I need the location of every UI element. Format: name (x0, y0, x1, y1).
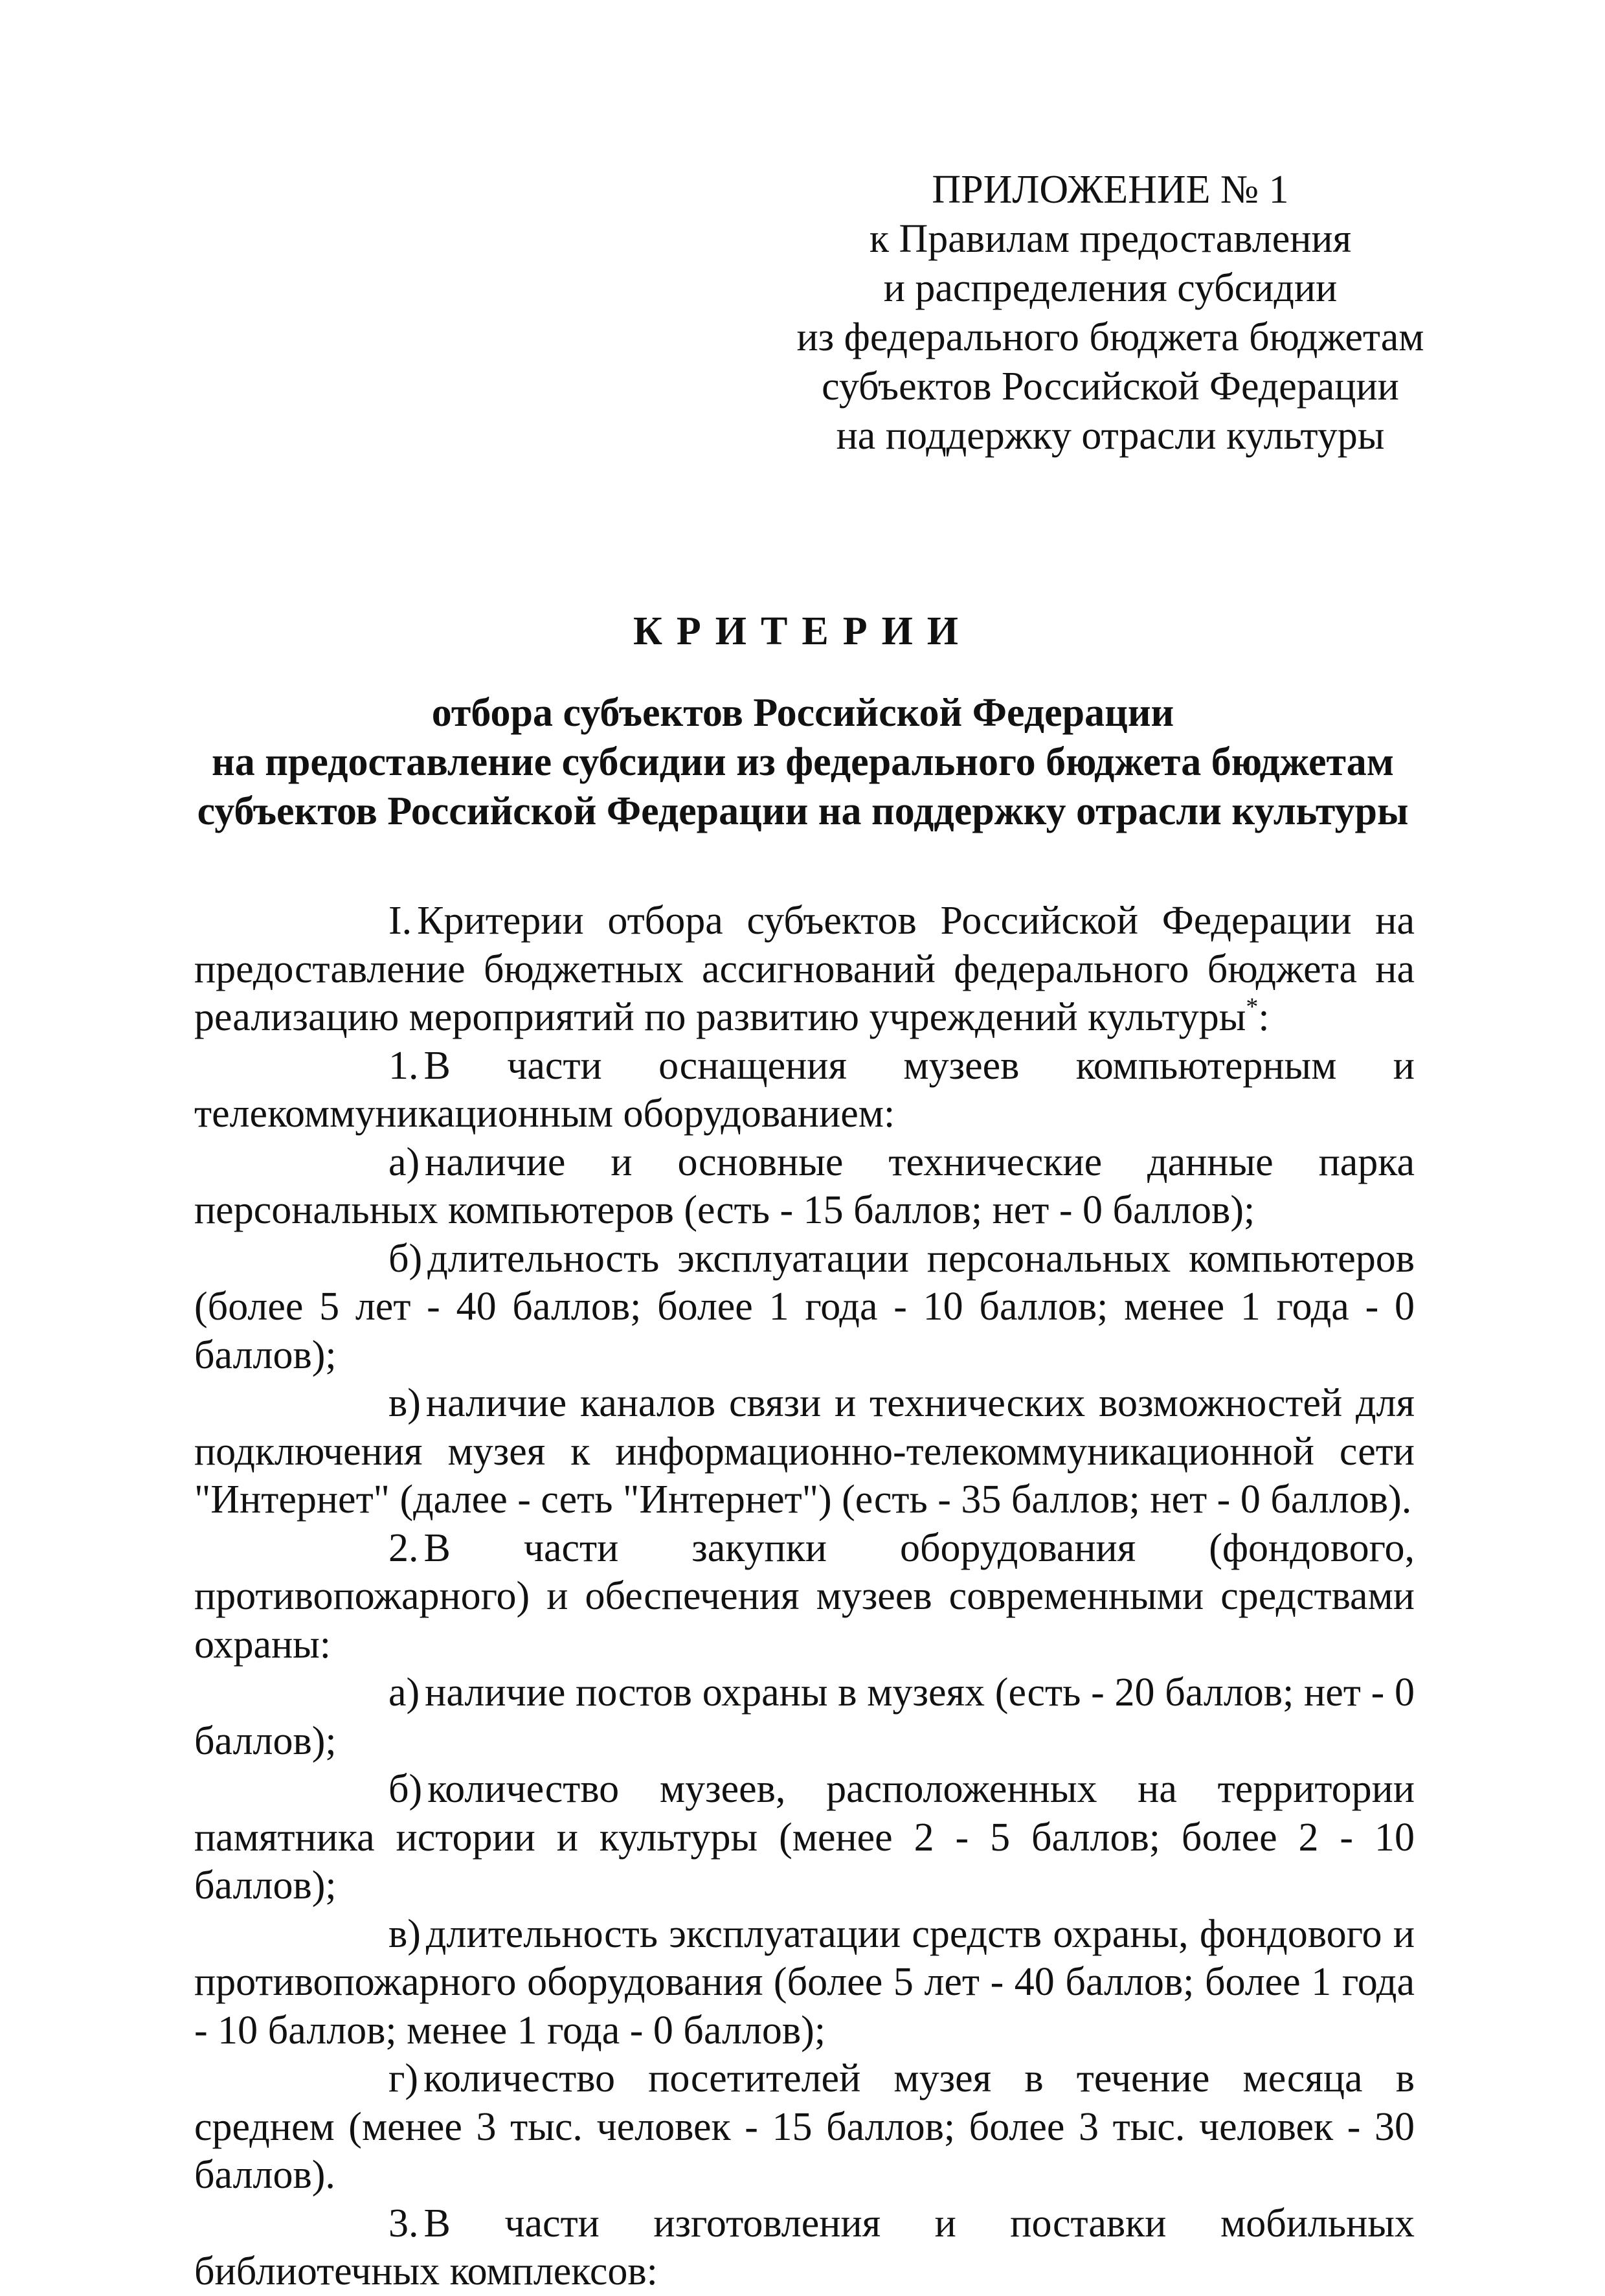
paragraph-marker: г) (388, 2056, 419, 2100)
heading-subtitle-line: отбора субъектов Российской Федерации (431, 691, 1174, 735)
paragraph-tail: : (1258, 995, 1270, 1039)
section-paragraph (194, 897, 1415, 1042)
section-paragraph (194, 1042, 1415, 1138)
paragraph-marker: б) (388, 1767, 423, 1811)
paragraph-marker: в) (388, 1381, 421, 1425)
paragraph-marker: а) (388, 1671, 420, 1715)
paragraph-text: наличие каналов связи и технических возможностей для подключения музея к информационно-телекоммуникационной сети "Интернет" (далее - сеть "Интернет") (есть - 35 баллов; нет - 0 баллов). (194, 1381, 1415, 1522)
appendix-line: субъектов Российской Федерации (822, 365, 1399, 409)
document-body (194, 897, 1415, 2296)
paragraph-marker: 2. (388, 1525, 419, 1570)
section-paragraph (194, 1910, 1415, 2055)
appendix-line: к Правилам предоставления (869, 217, 1352, 261)
section-paragraph (194, 1379, 1415, 1524)
section-paragraph (194, 1669, 1415, 1765)
paragraph-text: количество музеев, расположенных на территории памятника истории и культуры (менее 2 - 5 баллов; более 2 - 10 баллов); (194, 1767, 1415, 1908)
paragraph-marker: 3. (388, 2201, 419, 2245)
paragraph-text: В части изготовления и поставки мобильных библиотечных комплексов: (194, 2201, 1415, 2293)
section-paragraph (194, 1765, 1415, 1910)
paragraph-text: длительность эксплуатации персональных компьютеров (более 5 лет - 40 баллов; более 1 года - 10 баллов; менее 1 года - 0 баллов); (194, 1236, 1415, 1377)
appendix-line: из федерального бюджета бюджетам (796, 315, 1424, 359)
section-paragraph (194, 2200, 1415, 2296)
paragraph-marker: I. (388, 899, 412, 943)
paragraph-text: длительность эксплуатации средств охраны, фондового и противопожарного оборудования (более 5 лет - 40 баллов; более 1 года - 10 баллов; менее 1 года - 0 баллов); (194, 1911, 1415, 2053)
section-paragraph (194, 1524, 1415, 1669)
paragraph-marker: а) (388, 1140, 420, 1184)
section-paragraph (194, 1235, 1415, 1380)
paragraph-marker: 1. (388, 1043, 419, 1088)
paragraph-text: наличие и основные технические данные парка персональных компьютеров (есть - 15 баллов; нет - 0 баллов); (194, 1140, 1415, 1232)
section-paragraph (194, 1138, 1415, 1235)
section-paragraph (194, 2054, 1415, 2200)
paragraph-text: количество посетителей музея в течение месяца в среднем (менее 3 тыс. человек - 15 баллов; более 3 тыс. человек - 30 баллов). (194, 2056, 1415, 2197)
appendix-block (790, 165, 1431, 460)
paragraph-text: Критерии отбора субъектов Российской Федерации на предоставление бюджетных ассигнований федерального бюджета на реализацию мероприятий по развитию учреждений культуры (194, 899, 1415, 1039)
paragraph-text: В части закупки оборудования (фондового, противопожарного) и обеспечения музеев современными средствами охраны: (194, 1525, 1415, 1667)
appendix-line: и распределения субсидии (883, 266, 1338, 310)
heading-subtitle-line: субъектов Российской Федерации на поддержку отрасли культуры (197, 789, 1409, 833)
document-heading (194, 605, 1411, 836)
paragraph-marker: б) (388, 1236, 423, 1281)
paragraph-marker: в) (388, 1911, 421, 1956)
paragraph-text: В части оснащения музеев компьютерным и телекоммуникационным оборудованием: (194, 1043, 1415, 1136)
heading-subtitle-line: на предоставление субсидии из федерального бюджета бюджетам (211, 740, 1394, 784)
paragraph-text: наличие постов охраны в музеях (есть - 20 баллов; нет - 0 баллов); (194, 1671, 1415, 1763)
footnote-mark: * (1246, 993, 1259, 1020)
appendix-line: на поддержку отрасли культуры (836, 414, 1385, 458)
appendix-title: ПРИЛОЖЕНИЕ № 1 (932, 168, 1289, 212)
heading-title: КРИТЕРИИ (633, 609, 973, 653)
